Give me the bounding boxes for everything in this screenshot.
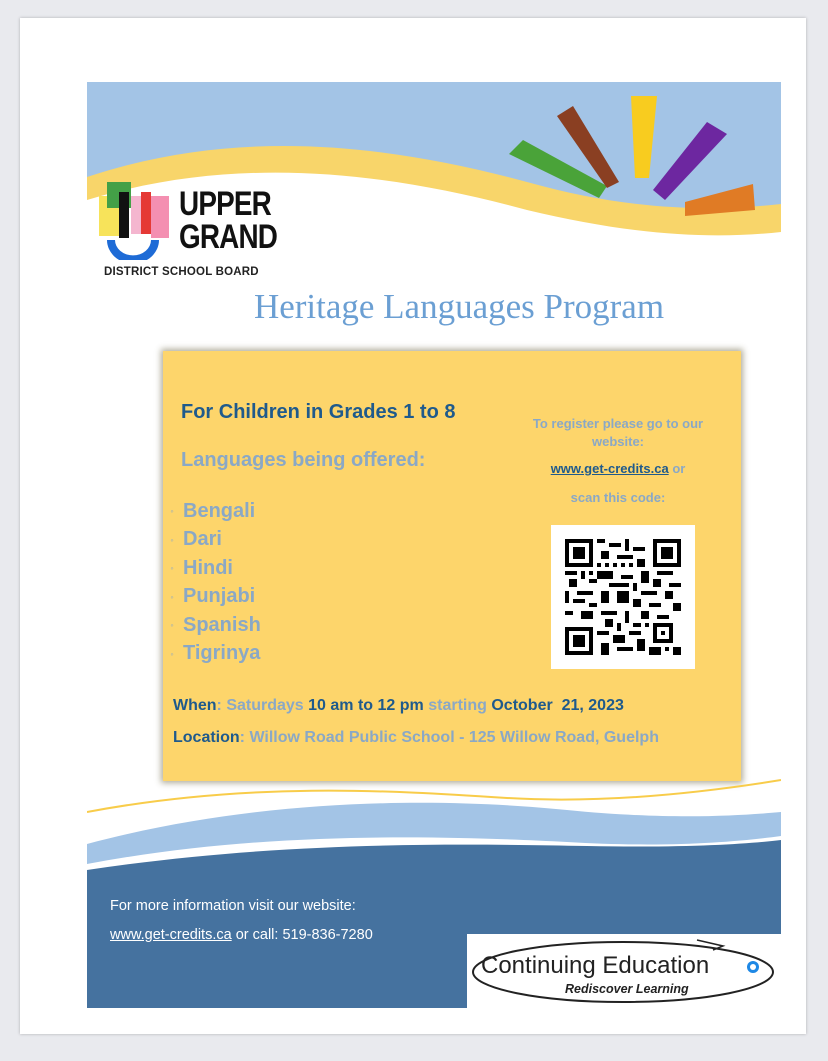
when-time: 10 am to 12 pm xyxy=(308,697,424,714)
continuing-education-logo xyxy=(467,934,781,1008)
language-name: Tigrinya xyxy=(183,642,261,665)
or-text: or xyxy=(672,461,686,476)
upper-grand-logo xyxy=(95,182,278,282)
scan-instructions: scan this code: xyxy=(570,490,666,505)
location-value: Willow Road Public School - 125 Willow Road, Guelph xyxy=(249,729,659,746)
document-page xyxy=(20,18,806,1034)
list-item xyxy=(165,640,261,669)
colon: : xyxy=(216,697,227,714)
language-list xyxy=(165,497,261,668)
qr-code-icon xyxy=(565,539,681,655)
language-name: Bengali xyxy=(183,499,256,522)
logo-blocks-icon xyxy=(99,182,173,260)
qr-code[interactable] xyxy=(551,525,695,669)
bullet-icon: ◦ xyxy=(170,620,174,631)
footer-website-link[interactable]: www.get-credits.ca xyxy=(110,927,232,943)
bullet-icon: ◦ xyxy=(170,563,174,574)
language-name: Dari xyxy=(183,528,222,551)
website-link[interactable]: www.get-credits.ca xyxy=(550,461,669,476)
list-item xyxy=(165,611,261,640)
when-line xyxy=(173,697,624,715)
list-item xyxy=(165,583,261,612)
logo-word-upper: UPPER xyxy=(179,185,271,223)
bullet-icon: ◦ xyxy=(170,534,174,545)
when-label: When xyxy=(173,697,217,714)
language-name: Spanish xyxy=(183,613,261,636)
language-name: Hindi xyxy=(183,556,233,579)
bullet-icon: ◦ xyxy=(170,648,174,659)
when-date: October 21, 2023 xyxy=(491,697,624,714)
list-item xyxy=(165,526,261,555)
logo-wordmark xyxy=(179,185,278,256)
bullet-icon: ◦ xyxy=(170,591,174,602)
bullet-icon: ◦ xyxy=(170,506,174,517)
list-item xyxy=(165,497,261,526)
location-line xyxy=(173,729,659,747)
logo-subtitle: DISTRICT SCHOOL BOARD xyxy=(104,266,259,278)
grades-heading: For Children in Grades 1 to 8 xyxy=(181,401,456,423)
program-title: Heritage Languages Program xyxy=(253,287,665,326)
info-box xyxy=(163,351,741,781)
ce-title: Continuing Education xyxy=(481,952,710,979)
list-item xyxy=(165,554,261,583)
location-label: Location xyxy=(173,729,240,746)
footer-contact-line xyxy=(110,927,373,943)
colon: : xyxy=(239,729,250,746)
register-website-line xyxy=(523,461,713,476)
register-instructions: To register please go to our website: xyxy=(532,416,704,449)
logo-word-grand: GRAND xyxy=(179,218,278,256)
language-name: Punjabi xyxy=(183,585,256,608)
ce-tagline: Rediscover Learning xyxy=(565,982,689,996)
when-days: Saturdays xyxy=(226,697,304,714)
flyer xyxy=(87,82,781,1008)
footer-call-text: or call: 519-836-7280 xyxy=(235,927,373,943)
when-starting: starting xyxy=(428,697,487,714)
languages-heading: Languages being offered: xyxy=(181,449,426,471)
footer-more-info: For more information visit our website: xyxy=(110,898,356,914)
